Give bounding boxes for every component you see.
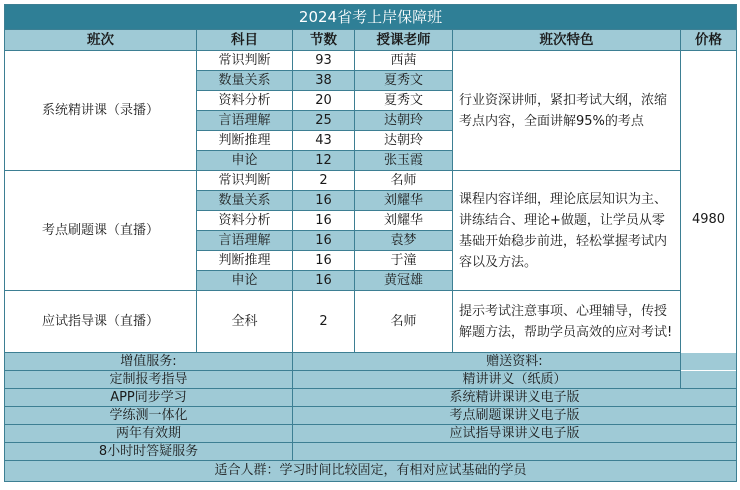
teacher-cell: 达朝玲: [355, 131, 453, 151]
subject-cell: 常识判断: [197, 51, 293, 71]
subject-cell: 申论: [197, 151, 293, 171]
teacher-cell: 达朝玲: [355, 111, 453, 131]
subject-cell: 判断推理: [197, 251, 293, 271]
course-table-container: [4, 4, 736, 486]
teacher-cell: 西茜: [355, 51, 453, 71]
price-cell: 4980: [681, 51, 737, 389]
lessons-cell: 16: [293, 191, 355, 211]
header-lessons: 节数: [293, 30, 355, 51]
header-class: 班次: [5, 30, 197, 51]
lessons-cell: 16: [293, 271, 355, 291]
service-item: 两年有效期: [5, 425, 293, 443]
class-name: 系统精讲课（录播）: [5, 51, 197, 171]
teacher-cell: 张玉霞: [355, 151, 453, 171]
table-title: 2024省考上岸保障班: [5, 5, 737, 30]
subject-cell: 常识判断: [197, 171, 293, 191]
lessons-cell: 2: [293, 291, 355, 353]
subject-cell: 数量关系: [197, 71, 293, 91]
services-label: 增值服务:: [5, 353, 293, 371]
teacher-cell: 黄冠雄: [355, 271, 453, 291]
material-item: 考点刷题课讲义电子版: [293, 407, 737, 425]
lessons-cell: 16: [293, 231, 355, 251]
subject-cell: 判断推理: [197, 131, 293, 151]
lessons-cell: 16: [293, 251, 355, 271]
materials-label: 赠送资料:: [293, 353, 737, 371]
service-item: 学练测一体化: [5, 407, 293, 425]
service-item: APP同步学习: [5, 389, 293, 407]
subject-cell: 资料分析: [197, 211, 293, 231]
material-item-empty: [293, 443, 737, 461]
lessons-cell: 2: [293, 171, 355, 191]
teacher-cell: 刘耀华: [355, 211, 453, 231]
subject-cell: 言语理解: [197, 111, 293, 131]
lessons-cell: 16: [293, 211, 355, 231]
lessons-cell: 38: [293, 71, 355, 91]
header-price: 价格: [681, 30, 737, 51]
material-item: 精讲讲义（纸质）: [293, 371, 737, 389]
audience-note: 适合人群：学习时间比较固定，有相对应试基础的学员: [5, 461, 737, 482]
teacher-cell: 夏秀文: [355, 71, 453, 91]
teacher-cell: 袁梦: [355, 231, 453, 251]
teacher-cell: 刘耀华: [355, 191, 453, 211]
class-feature: 提示考试注意事项、心理辅导，传授解题方法，帮助学员高效的应对考试!: [453, 291, 681, 353]
subject-cell: 数量关系: [197, 191, 293, 211]
header-feature: 班次特色: [453, 30, 681, 51]
class-name: 应试指导课（直播）: [5, 291, 197, 353]
course-table: [4, 4, 737, 482]
teacher-cell: 于潼: [355, 251, 453, 271]
subject-cell: 言语理解: [197, 231, 293, 251]
subject-cell: 申论: [197, 271, 293, 291]
teacher-cell: 名师: [355, 171, 453, 191]
material-item: 应试指导课讲义电子版: [293, 425, 737, 443]
subject-cell: 资料分析: [197, 91, 293, 111]
lessons-cell: 43: [293, 131, 355, 151]
lessons-cell: 12: [293, 151, 355, 171]
header-subject: 科目: [197, 30, 293, 51]
lessons-cell: 93: [293, 51, 355, 71]
subject-cell: 全科: [197, 291, 293, 353]
service-item: 8小时时答疑服务: [5, 443, 293, 461]
class-name: 考点刷题课（直播）: [5, 171, 197, 291]
service-item: 定制报考指导: [5, 371, 293, 389]
lessons-cell: 20: [293, 91, 355, 111]
class-feature: 行业资深讲师，紧扣考试大纲，浓缩考点内容，全面讲解95%的考点: [453, 51, 681, 171]
teacher-cell: 夏秀文: [355, 91, 453, 111]
class-feature: 课程内容详细，理论底层知识为主、讲练结合、理论+做题，让学员从零基础开始稳步前进，轻松掌握考试内容以及方法。: [453, 171, 681, 291]
header-teacher: 授课老师: [355, 30, 453, 51]
material-item: 系统精讲课讲义电子版: [293, 389, 737, 407]
lessons-cell: 25: [293, 111, 355, 131]
teacher-cell: 名师: [355, 291, 453, 353]
